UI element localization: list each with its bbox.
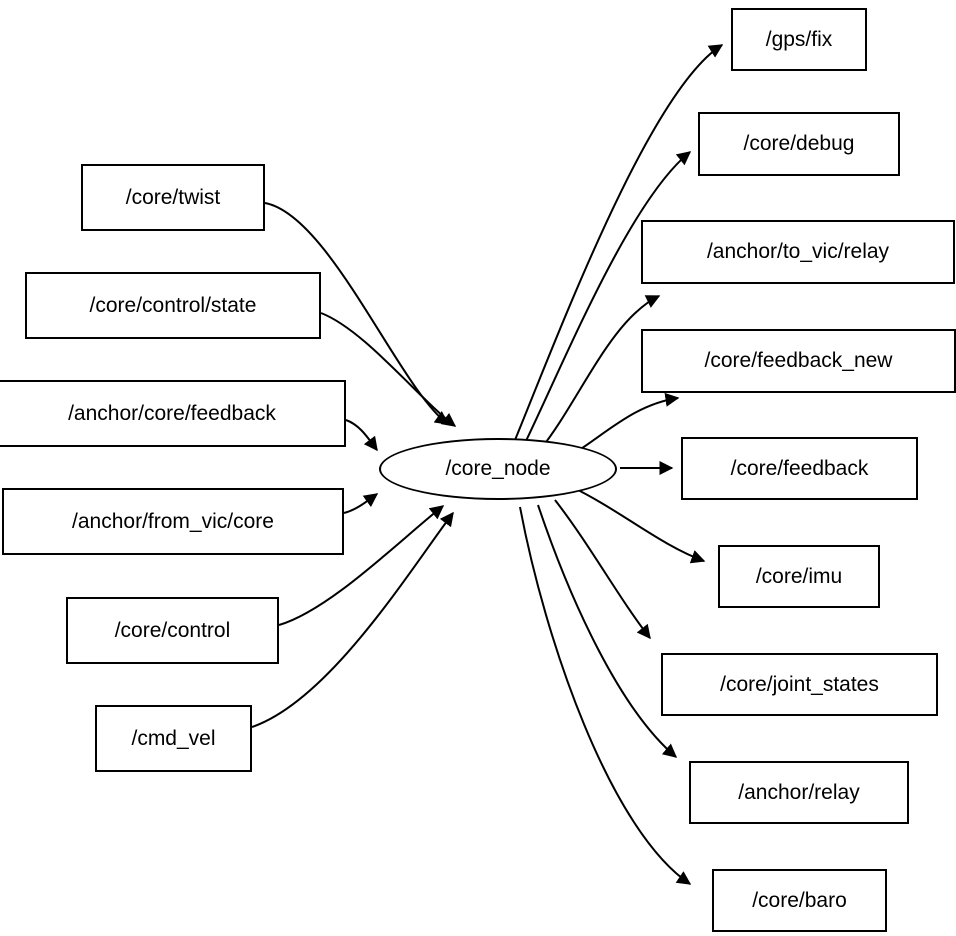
node-label: /anchor/from_vic/core — [72, 509, 274, 533]
edge-outgoing — [538, 505, 676, 757]
topic-node-output[interactable] — [689, 761, 909, 824]
topic-node-output[interactable] — [718, 545, 880, 608]
node-label: /core/feedback_new — [704, 349, 893, 372]
node-label: /core/control — [114, 618, 231, 642]
topic-node-output[interactable] — [661, 653, 938, 716]
topic-node-input[interactable] — [81, 164, 265, 231]
node-label: /cmd_vel — [131, 726, 216, 750]
node-label: /core_node — [445, 457, 551, 480]
node-label: /core/debug — [743, 132, 855, 155]
edge-outgoing — [525, 152, 690, 443]
topic-node-output[interactable] — [698, 112, 900, 176]
node-label: /gps/fix — [765, 27, 833, 51]
node-label: /anchor/to_vic/relay — [706, 240, 890, 263]
node-label: /core/twist — [125, 185, 221, 209]
node-label: /core/imu — [755, 564, 843, 588]
topic-node-output[interactable] — [641, 220, 955, 284]
topic-node-input[interactable] — [66, 597, 279, 664]
node-label: /core/feedback — [730, 456, 869, 480]
topic-node-output[interactable] — [731, 8, 867, 71]
node-core-node[interactable] — [379, 438, 617, 500]
node-label: /anchor/core/feedback — [68, 401, 276, 425]
edge-incoming — [346, 420, 377, 450]
topic-node-output[interactable] — [681, 437, 918, 500]
topic-node-input[interactable] — [2, 488, 344, 555]
topic-node-output[interactable] — [712, 869, 887, 932]
topic-node-output[interactable] — [641, 329, 956, 393]
node-label: /core/control/state — [89, 293, 257, 317]
edge-outgoing — [555, 500, 650, 638]
topic-node-input[interactable] — [0, 380, 346, 447]
topic-node-input[interactable] — [25, 272, 321, 339]
edge-incoming — [344, 494, 377, 513]
node-label: /core/joint_states — [720, 672, 879, 696]
node-label: /anchor/relay — [738, 780, 860, 804]
node-label: /core/baro — [752, 888, 847, 912]
topic-node-input[interactable] — [95, 705, 252, 772]
